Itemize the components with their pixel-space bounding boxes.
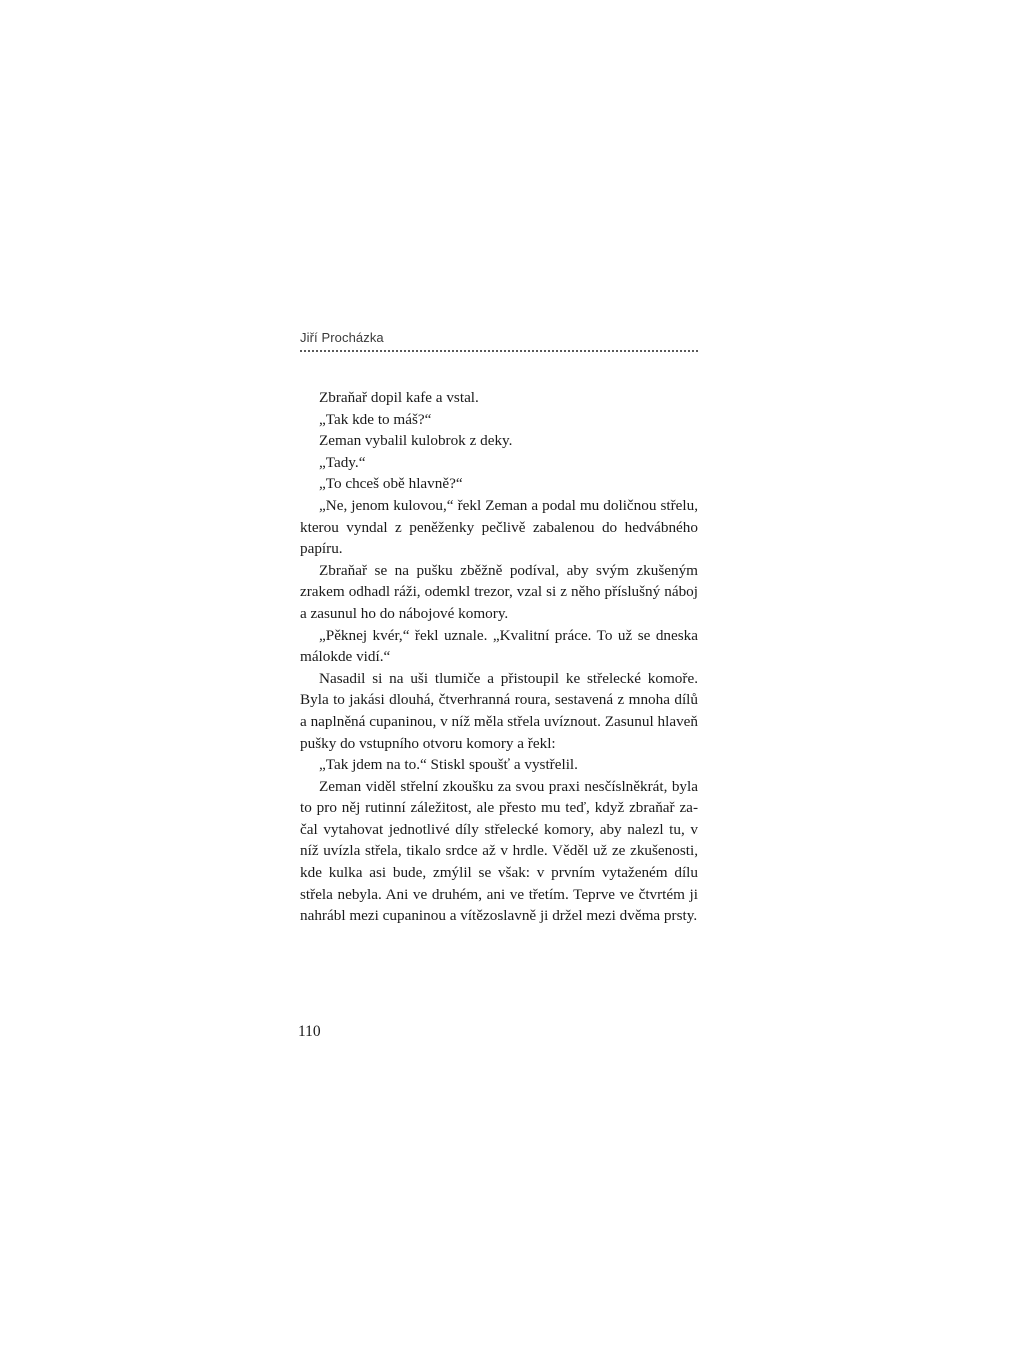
body-text [300, 387, 698, 927]
paragraph: Zeman vybalil kulobrok z deky. [319, 432, 513, 450]
running-header-author: Jiří Procházka [300, 330, 698, 352]
paragraph: „Tady.“ [319, 453, 366, 471]
paragraph: „Pěknej kvér,“ řekl uznale. „Kvalitní práce. To už se dneska málokde vidí.“ [300, 626, 698, 666]
paragraph: „Tak jdem na to.“ Stiskl spoušť a vystřelil. [319, 756, 578, 774]
paragraph: Zbraňař dopil kafe a vstal. [319, 389, 479, 406]
paragraph: Nasadil si na uši tlumiče a přistoupil ke střelecké komoře. Byla to jakási dlouhá, čtverhranná roura, sestavená z mnoha dílů a naplněná cupaninou, v níž měla střela uvíznout. Zasunul hlaveň pušky do vstupního otvoru komory a řekl: [300, 669, 698, 752]
paragraph: „Ne, jenom kulovou,“ řekl Zeman a podal mu doličnou střelu, kterou vyndal z peněženky pečlivě zabalenou do hedvábného papíru. [300, 496, 698, 558]
paragraph: Zbraňař se na pušku zběžně podíval, aby svým zkušeným zrakem odhadl ráži, odemkl trezor, vzal si z něho příslušný náboj a zasunul ho do nábojové komory. [300, 561, 698, 622]
paragraph: „Tak kde to máš?“ [319, 410, 432, 428]
paragraph: „To chceš obě hlavně?“ [319, 475, 463, 493]
page-number: 110 [298, 1023, 321, 1040]
paragraph: Zeman viděl střelní zkoušku za svou praxi nesčíslněkrát, byla to pro něj rutinní záležitost, ale přesto mu teď, když zbraňař začal vytahovat jednotlivé díly střelecké komory, aby nalezl tu, v níž uvízla střela, tikalo srdce až v hrdle. Věděl už ze zkušenosti, kde kulka asi bude, zmýlil se však: v prvním vytaženém dílu střela nebyla. Ani ve druhém, ani ve třetím. Teprve ve čtvrtém ji nahrábl mezi cupaninou a vítězoslavně ji držel mezi dvěma prsty. [300, 777, 698, 925]
